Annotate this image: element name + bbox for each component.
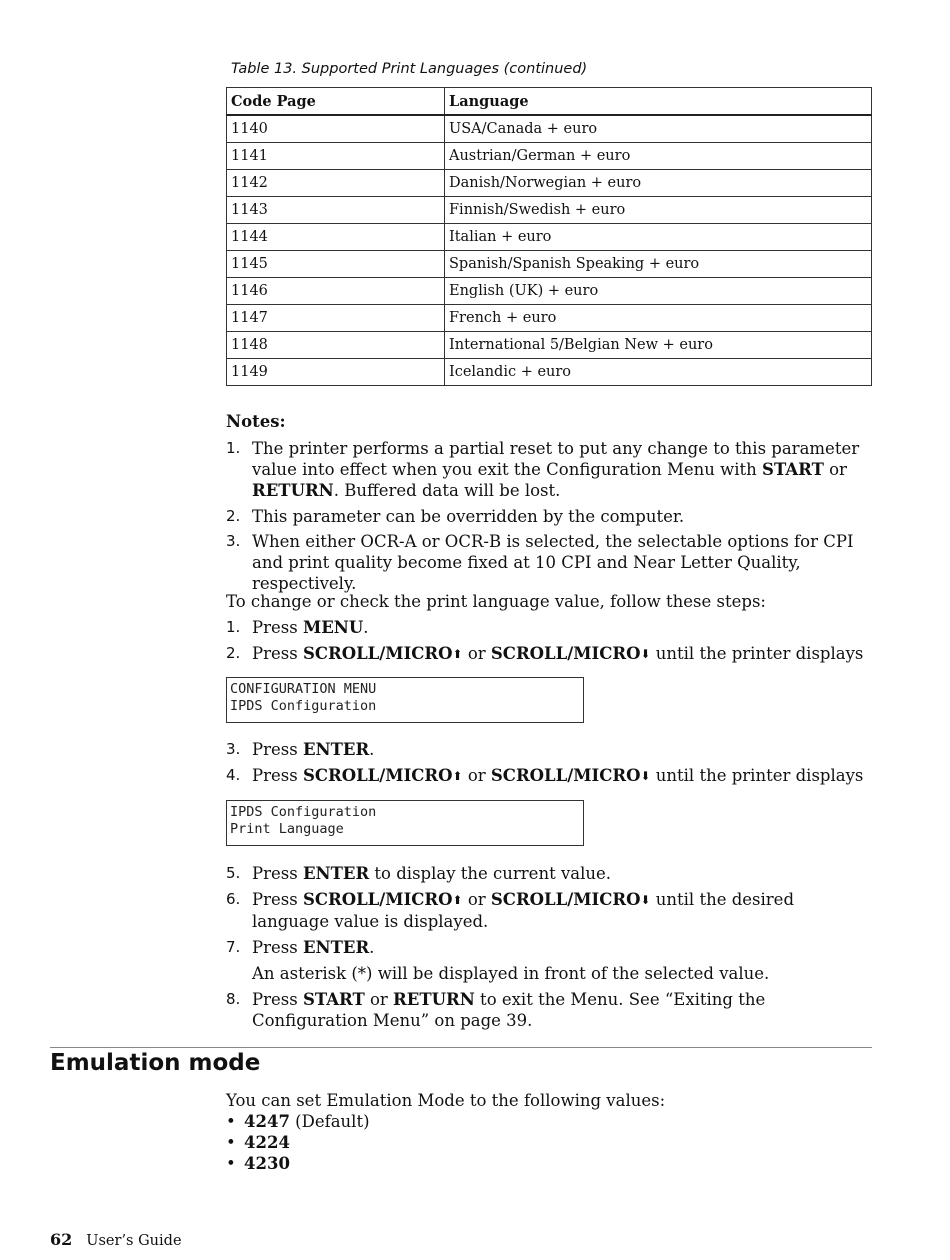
table-row (227, 197, 872, 224)
step-3: 3. Press ENTER. (226, 740, 375, 759)
language-cell: Austrian/German + euro (445, 143, 872, 170)
table-row (227, 115, 872, 143)
language-cell: International 5/Belgian New + euro (445, 332, 872, 359)
procedure-steps-3-4 (226, 739, 866, 787)
note-item: 1. The printer performs a partial reset to put any change to this parameter value into effect when you exit the Configuration Menu with START or RETURN. Buffered data will be lost. (226, 439, 860, 500)
language-cell: Danish/Norwegian + euro (445, 170, 872, 197)
code-page-cell: 1144 (227, 224, 445, 251)
procedure-intro: To change or check the print language value, follow these steps: (226, 592, 766, 611)
code-page-cell: 1140 (227, 115, 445, 143)
code-page-cell: 1143 (227, 197, 445, 224)
notes-heading: Notes: (226, 412, 286, 431)
table-row (227, 224, 872, 251)
table-row (227, 251, 872, 278)
step-6: 6. Press SCROLL/MICRO⬆ or SCROLL/MICRO⬇ until the desired language value is displayed. (226, 890, 795, 931)
procedure-steps-5-8 (226, 863, 866, 1031)
step-1: 1. Press MENU. (226, 618, 369, 637)
code-page-cell: 1146 (227, 278, 445, 305)
down-arrow-icon: ⬇ (640, 893, 651, 907)
step-8: 8. Press START or RETURN to exit the Menu. See “Exiting the Configuration Menu” on page 39. (226, 990, 766, 1030)
language-cell: English (UK) + euro (445, 278, 872, 305)
procedure-section (226, 591, 866, 665)
code-page-cell: 1148 (227, 332, 445, 359)
column-header-code-page: Code Page (227, 88, 445, 116)
down-arrow-icon: ⬇ (640, 769, 651, 783)
up-arrow-icon: ⬆ (452, 647, 463, 661)
code-page-cell: 1147 (227, 305, 445, 332)
up-arrow-icon: ⬆ (452, 893, 463, 907)
column-header-language: Language (445, 88, 872, 116)
table-row (227, 359, 872, 386)
step-2: 2. Press SCROLL/MICRO⬆ or SCROLL/MICRO⬇ until the printer displays (226, 644, 864, 663)
table-row (227, 332, 872, 359)
step-7: 7. Press ENTER. (226, 938, 375, 957)
table-caption: Table 13. Supported Print Languages (continued) (231, 61, 588, 77)
code-page-cell: 1149 (227, 359, 445, 386)
table-header-row (227, 88, 872, 116)
code-page-cell: 1141 (227, 143, 445, 170)
code-page-cell: 1145 (227, 251, 445, 278)
list-item: • 4224 (226, 1133, 290, 1152)
note-item: 3. When either OCR-A or OCR-B is selected, the selectable options for CPI and print quality become fixed at 10 CPI and Near Letter Quality, respectively. (226, 532, 854, 593)
page-number: 62 (50, 1230, 73, 1249)
document-title: User’s Guide (86, 1233, 182, 1249)
table-row (227, 170, 872, 197)
language-cell: Finnish/Swedish + euro (445, 197, 872, 224)
step-7-note: An asterisk (*) will be displayed in front of the selected value. (252, 964, 770, 983)
table-row (227, 278, 872, 305)
page-footer (50, 1230, 182, 1249)
table-row (227, 143, 872, 170)
emulation-intro: You can set Emulation Mode to the following values: (226, 1091, 666, 1110)
notes-section (226, 411, 866, 594)
note-item: 2. This parameter can be overridden by the computer. (226, 507, 685, 526)
code-page-cell: 1142 (227, 170, 445, 197)
section-title: Emulation mode (50, 1050, 261, 1076)
printer-display-configuration-menu: CONFIGURATION MENU IPDS Configuration (226, 677, 584, 723)
printer-display-print-language: IPDS Configuration Print Language (226, 800, 584, 846)
step-4: 4. Press SCROLL/MICRO⬆ or SCROLL/MICRO⬇ until the printer displays (226, 766, 864, 785)
language-cell: Spanish/Spanish Speaking + euro (445, 251, 872, 278)
down-arrow-icon: ⬇ (640, 647, 651, 661)
language-cell: Italian + euro (445, 224, 872, 251)
table-row (227, 305, 872, 332)
language-cell: French + euro (445, 305, 872, 332)
print-languages-table (226, 87, 872, 386)
up-arrow-icon: ⬆ (452, 769, 463, 783)
step-5: 5. Press ENTER to display the current value. (226, 864, 612, 883)
emulation-mode-section (226, 1090, 866, 1174)
section-divider (50, 1047, 872, 1048)
list-item: • 4247 (Default) (226, 1112, 370, 1131)
language-cell: USA/Canada + euro (445, 115, 872, 143)
list-item: • 4230 (226, 1154, 290, 1173)
language-cell: Icelandic + euro (445, 359, 872, 386)
